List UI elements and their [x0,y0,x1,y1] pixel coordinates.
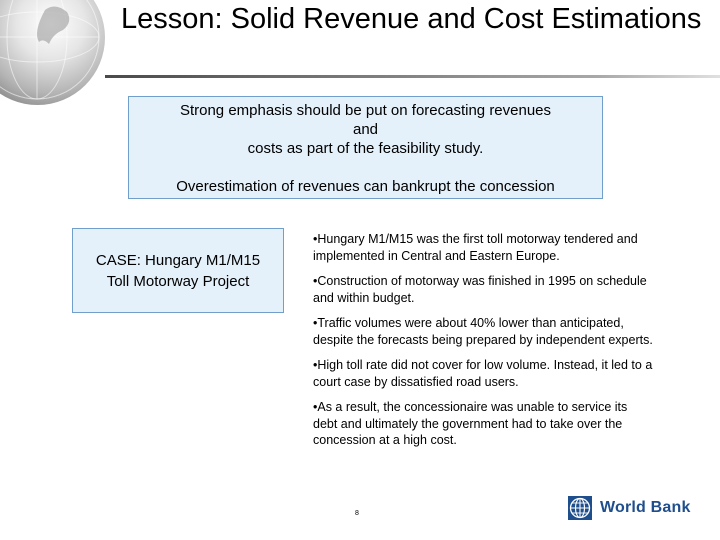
emphasis-warning: Overestimation of revenues can bankrupt the concession [176,178,555,195]
bullet-item: •As a result, the concessionaire was unable to service its debt and ultimately the government had to take over the concession at a high cost. [313,400,628,447]
bullet-item: •Hungary M1/M15 was the first toll motorway tendered and implemented in Central and Eastern Europe. [313,232,638,263]
bullet-list [313,231,653,458]
globe-grid-icon [0,0,105,105]
emphasis-line-3: costs as part of the feasibility study. [247,140,484,157]
slide-title: Lesson: Solid Revenue and Cost Estimations [121,3,702,35]
world-bank-globe-icon [568,496,592,520]
bullet-item: •Traffic volumes were about 40% lower than anticipated, despite the forecasts being prepared by independent experts. [313,316,653,347]
emphasis-line-2: and [352,121,379,138]
world-bank-logo-text: World Bank [600,499,691,516]
bullet-item: •Construction of motorway was finished in 1995 on schedule and within budget. [313,274,647,305]
emphasis-box [128,96,603,199]
emphasis-line-1: Strong emphasis should be put on forecasting revenues [179,102,552,119]
case-box [72,228,284,313]
world-bank-logo [568,494,694,522]
case-title-line-2: Toll Motorway Project [106,273,250,290]
case-title-line-1: CASE: Hungary M1/M15 [95,252,261,269]
bullet-item: •High toll rate did not cover for low volume. Instead, it led to a court case by dissatisfied road users. [313,358,653,389]
page-number: 8 [355,510,359,517]
title-underline [105,75,720,78]
globe-decoration [0,0,105,105]
